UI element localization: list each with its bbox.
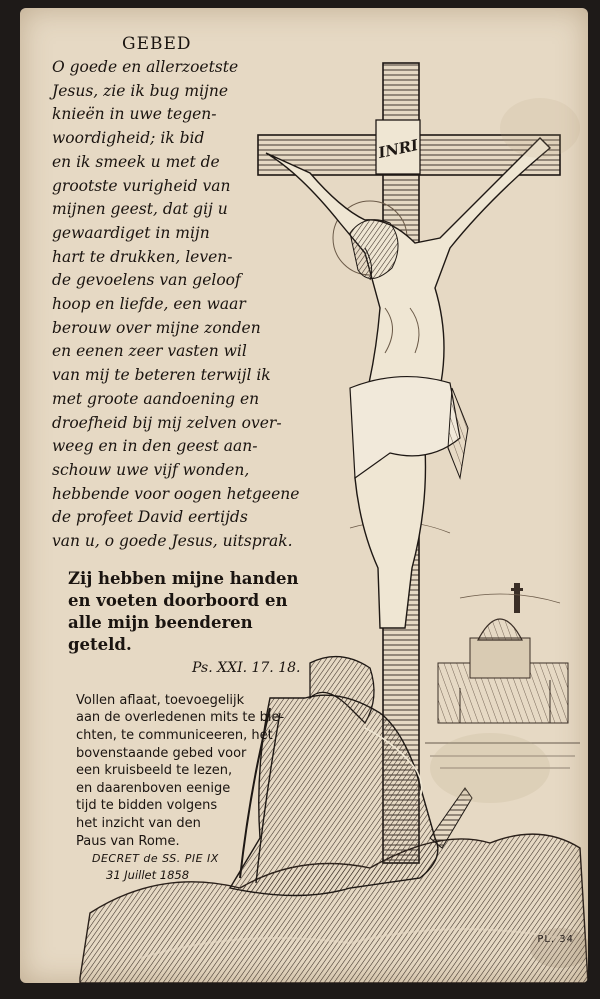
prayer-line: Jesus, zie ik bug mijne [52,81,229,100]
prayer-line: en eenen zeer vasten wil [52,342,247,361]
prayer-line: droefheid bij mij zelven over- [52,413,282,432]
prayer-line: en ik smeek u met de [52,152,220,171]
prayer-line: hebbende voor oogen hetgeene [52,484,300,503]
prayer-line: van mij te beteren terwijl ik [52,366,271,385]
decree-date: 31 Juillet 1858 [106,868,190,883]
prayer-line: weeg en in den geest aan- [52,437,258,456]
prayer-line: mijnen geest, dat gij u [52,200,228,219]
prayer-line: hoop en liefde, een waar [52,295,246,314]
indulgence-line: chten, te communiceeren, het [76,727,273,743]
decree-label: DECRET de SS. PIE IX [92,852,219,866]
psalm-line: alle mijn beenderen [68,612,253,632]
prayer-line: schouw uwe vijf wonden, [52,460,250,479]
indulgence-line: en daarenboven eenige [76,780,231,796]
prayer-line: van u, o goede Jesus, uitsprak. [52,532,293,551]
prayer-line: knieën in uwe tegen- [52,105,217,124]
domed-church [438,583,568,723]
psalm-line: en voeten doorboord en [68,590,288,610]
prayer-line: O goede en allerzoetste [52,58,239,76]
indulgence-line: het inzicht van den [76,815,201,831]
prayer-line: de profeet David eertijds [52,508,248,527]
indulgence-line: Vollen aflaat, toevoegelijk [76,692,245,708]
indulgence-line: Paus van Rome. [76,833,180,849]
prayer-text [52,56,342,554]
indulgence-text [76,692,342,850]
indulgence-line: aan de overledenen mits te bie- [76,710,285,726]
psalm-reference: Ps. XXI. 17. 18. [192,659,301,676]
plate-code: PL. 34 [537,934,574,945]
psalm-line: Zij hebben mijne handen [68,568,299,588]
prayer-line: de gevoelens van geloof [52,271,241,290]
prayer-title: GEBED [122,34,192,54]
cross-inscription: INRI [376,135,420,162]
psalm-quote [68,568,342,656]
indulgence-line: bovenstaande gebed voor [76,745,247,761]
psalm-line: geteld. [68,634,132,654]
indulgence-line: een kruisbeeld te lezen, [76,763,233,779]
prayer-line: berouw over mijne zonden [52,318,261,337]
prayer-card [20,8,588,983]
prayer-line: hart te drukken, leven- [52,247,233,266]
prayer-line: gewaardiget in mijn [52,223,210,242]
indulgence-line: tijd te bidden volgens [76,798,218,814]
prayer-line: woordigheid; ik bid [52,129,205,148]
prayer-line: met groote aandoening en [52,389,260,408]
prayer-line: grootste vurigheid van [52,176,231,195]
prayer-text-column [52,34,342,882]
